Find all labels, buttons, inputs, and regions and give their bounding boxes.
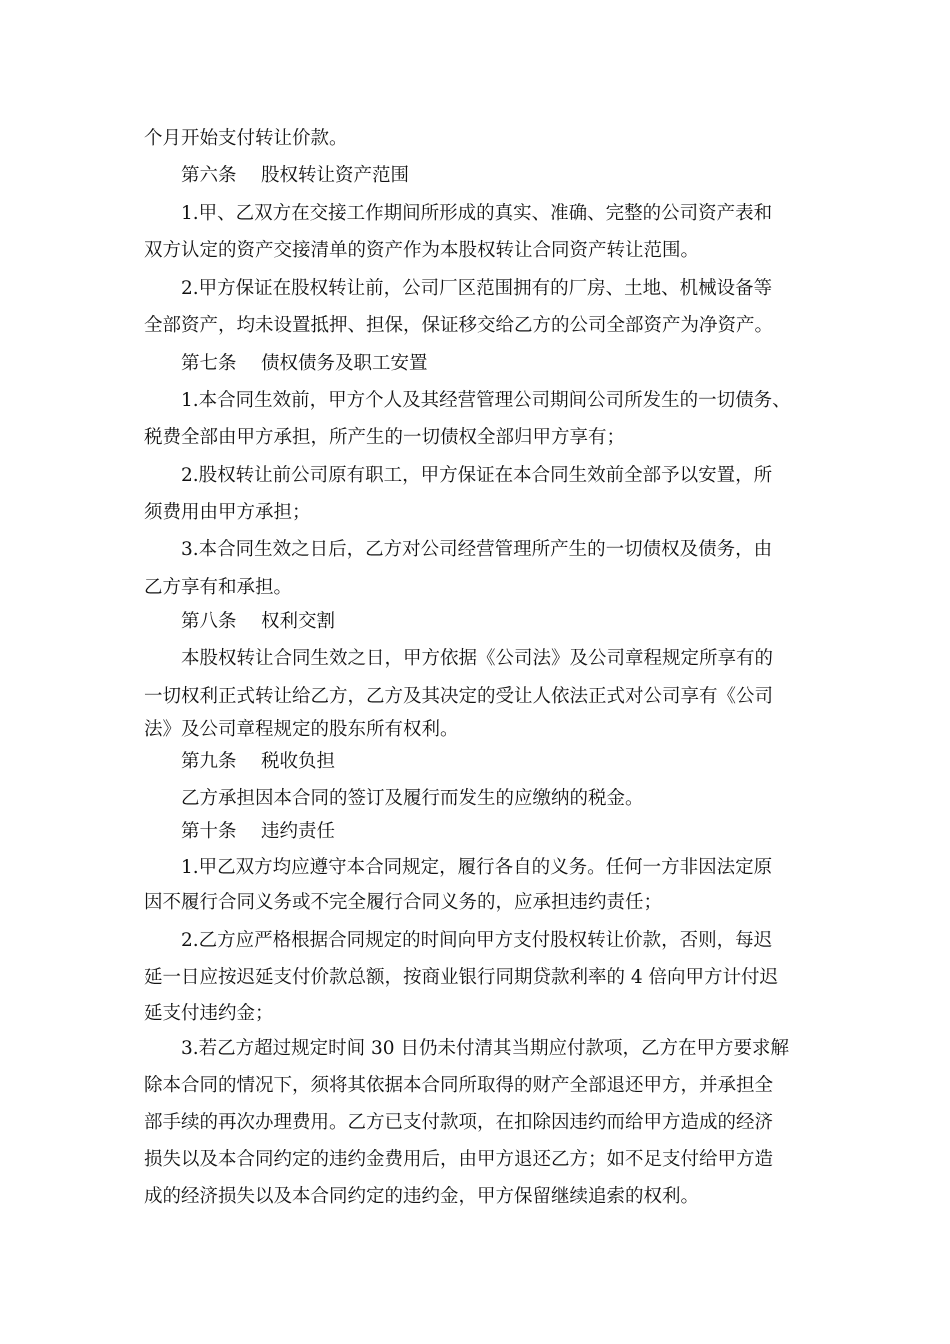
article-title: 股权转让资产范围 xyxy=(261,165,410,186)
text-line: 乙方享有和承担。 xyxy=(144,577,293,598)
text-line: 3.若乙方超过规定时间 30 日仍未付清其当期应付款项，乙方在甲方要求解 xyxy=(181,1038,789,1059)
article-heading xyxy=(181,351,428,377)
text-line: 1.甲乙双方均应遵守本合同规定，履行各自的义务。任何一方非因法定原 xyxy=(181,857,773,878)
text-line: 税费全部由甲方承担，所产生的一切债权全部归甲方享有； xyxy=(144,427,626,448)
article-title: 税收负担 xyxy=(261,751,336,772)
text-line: 2.乙方应严格根据合同规定的时间向甲方支付股权转让价款，否则，每迟 xyxy=(181,930,773,951)
article-number: 第七条 xyxy=(181,353,237,374)
text-line: 除本合同的情况下，须将其依据本合同所取得的财产全部退还甲方，并承担全 xyxy=(144,1075,774,1096)
article-heading xyxy=(181,819,335,845)
text-line: 法》及公司章程规定的股东所有权利。 xyxy=(144,719,459,740)
text-line: 3.本合同生效之日后，乙方对公司经营管理所产生的一切债权及债务，由 xyxy=(181,539,773,560)
text-line: 1.甲、乙双方在交接工作期间所形成的真实、准确、完整的公司资产表和 xyxy=(181,203,773,224)
text-line: 损失以及本合同约定的违约金费用后，由甲方退还乙方；如不足支付给甲方造 xyxy=(144,1149,774,1170)
text-line: 须费用由甲方承担； xyxy=(144,502,311,523)
article-number: 第九条 xyxy=(181,751,237,772)
text-line: 延一日应按迟延支付价款总额，按商业银行同期贷款利率的 4 倍向甲方计付迟 xyxy=(144,967,779,988)
article-number: 第六条 xyxy=(181,165,237,186)
text-line: 个月开始支付转让价款。 xyxy=(144,128,348,149)
article-number: 第十条 xyxy=(181,821,237,842)
text-line: 部手续的再次办理费用。乙方已支付款项，在扣除因违约而给甲方造成的经济 xyxy=(144,1112,774,1133)
article-number: 第八条 xyxy=(181,611,237,632)
article-title: 债权债务及职工安置 xyxy=(261,353,428,374)
article-title: 权利交割 xyxy=(261,611,336,632)
text-line: 双方认定的资产交接清单的资产作为本股权转让合同资产转让范围。 xyxy=(144,240,700,261)
text-line: 本股权转让合同生效之日，甲方依据《公司法》及公司章程规定所享有的 xyxy=(181,648,774,669)
article-title: 违约责任 xyxy=(261,821,336,842)
text-line: 全部资产，均未设置抵押、担保，保证移交给乙方的公司全部资产为净资产。 xyxy=(144,315,774,336)
text-line: 1.本合同生效前，甲方个人及其经营管理公司期间公司所发生的一切债务、 xyxy=(181,390,791,411)
article-heading xyxy=(181,163,409,189)
article-heading xyxy=(181,609,335,635)
text-line: 2.股权转让前公司原有职工，甲方保证在本合同生效前全部予以安置，所 xyxy=(181,465,773,486)
text-line: 成的经济损失以及本合同约定的违约金，甲方保留继续追索的权利。 xyxy=(144,1186,700,1207)
article-heading xyxy=(181,749,335,775)
text-line: 2.甲方保证在股权转让前，公司厂区范围拥有的厂房、土地、机械设备等 xyxy=(181,278,773,299)
text-line: 一切权利正式转让给乙方，乙方及其决定的受让人依法正式对公司享有《公司 xyxy=(144,686,774,707)
text-line: 延支付违约金； xyxy=(144,1003,274,1024)
text-line: 乙方承担因本合同的签订及履行而发生的应缴纳的税金。 xyxy=(181,788,644,809)
text-line: 因不履行合同义务或不完全履行合同义务的，应承担违约责任； xyxy=(144,892,663,913)
